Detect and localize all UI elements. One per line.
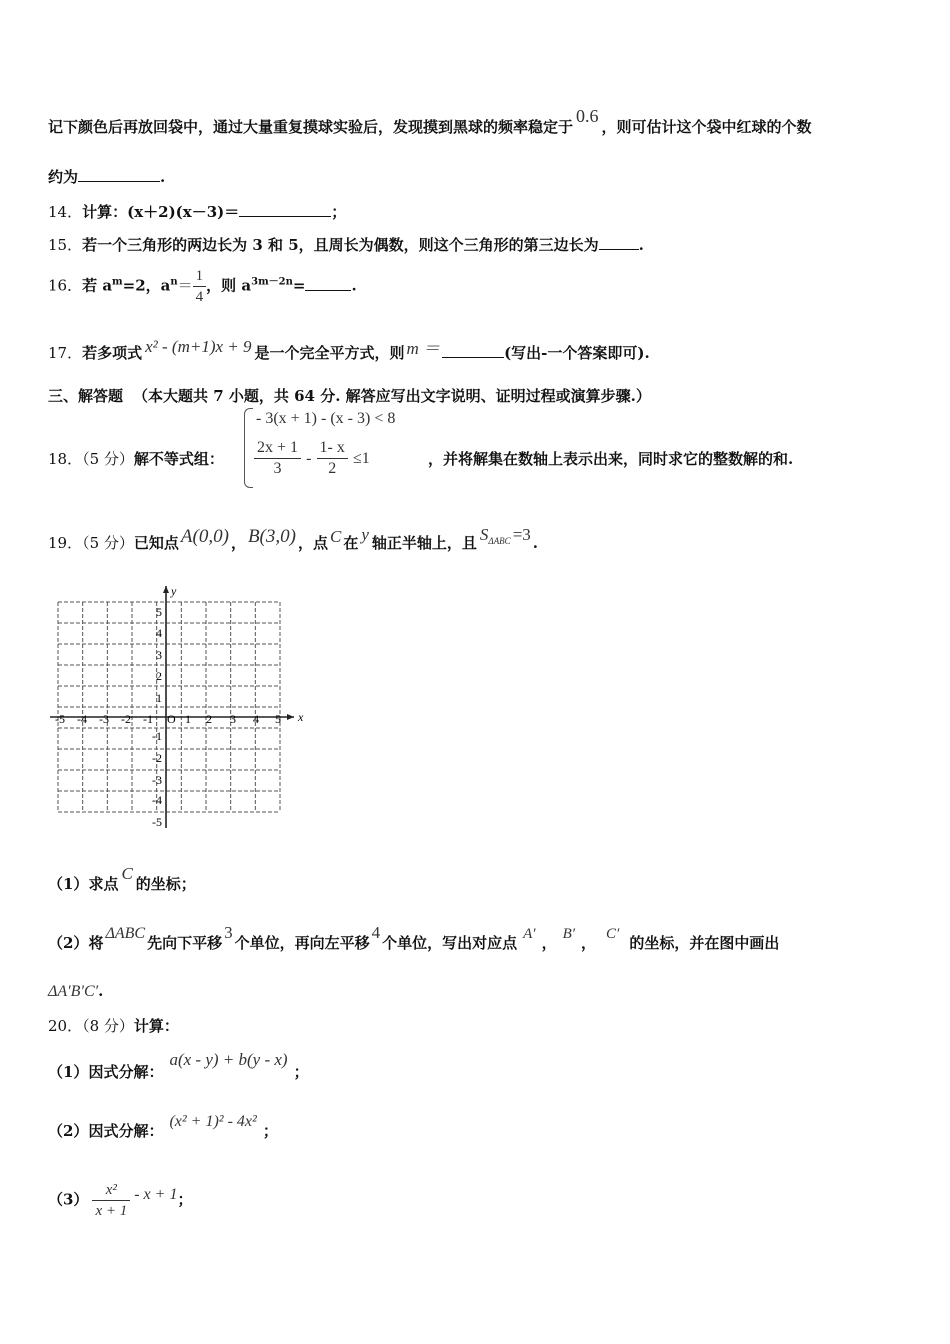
x-axis-arrow [287,714,294,720]
q18-brace [244,408,253,488]
q19-text-a: 已知点 [133,534,179,552]
q20-part-3-rest: - x + 1 [134,1185,178,1203]
q19-part-2-text-d: 个单位，写出对应点 [382,934,518,952]
q16-tail: = [292,276,306,295]
q16 [48,266,357,307]
q19-point-B: B(3,0) [247,526,296,547]
q18-fraction-1-denominator: 3 [273,460,282,477]
q19-text-c: 在 [343,534,359,552]
q19-number: 19． [48,534,83,552]
q20-part-3-fraction [92,1180,130,1221]
q17 [48,338,650,363]
q18-inequality-system [244,408,414,490]
q19-area-subscript: ΔABC [488,536,511,546]
q19-point-B-prime: B′ [562,926,576,942]
q18-fraction-2-numerator: 1- x [317,438,348,459]
q17-polynomial: x² - (m+1)x + 9 [145,337,252,356]
q17-text-c: (写出-一个答案即可). [504,344,650,362]
q20 [48,1015,179,1036]
q19-part-1-text: 求点 [88,875,119,893]
q14 [48,201,346,222]
q19-part-1-text-b: 的坐标； [135,875,196,893]
x-tick-label: -1 [143,712,153,726]
q19-part-1-point-C: C [121,864,133,883]
q20-text: 计算： [133,1017,179,1035]
q19-part-2-text-a: 将 [88,934,104,952]
y-axis-label: y [171,584,177,598]
x-tick-label: 1 [185,712,191,726]
q13-text-a: 记下颜色后再放回袋中，通过大量重复摸球实验后，发现摸到黑球的频率稳定于 [48,118,574,136]
q18-inequality-1: - 3(x + 1) - (x - 3) < 8 [256,410,396,427]
q19-triangle-ABC: ΔABC [105,925,146,942]
q20-part-1-number: （1） [48,1063,89,1081]
q14-label: 计算： [82,203,128,221]
q20-number: 20． [48,1017,83,1035]
q18-le-one: ≤1 [352,450,370,467]
q18-tail [428,448,793,469]
q18-number: 18． [48,450,83,468]
y-tick-label: -2 [152,751,162,765]
x-tick-label: -2 [121,712,131,726]
x-tick-label: 3 [230,712,236,726]
q20-part-1-end: ； [293,1063,309,1081]
q20-part-2-number: （2） [48,1122,89,1140]
q19-part-2-text-b: 先向下平移 [147,934,223,952]
y-tick-label: -1 [152,729,162,743]
y-tick-label: 5 [156,605,162,619]
q19-separator: ， [230,534,246,552]
x-tick-label: 2 [206,712,212,726]
q16-answer-blank[interactable] [305,276,351,291]
y-tick-label: 2 [156,669,162,683]
x-tick-label: -4 [77,712,87,726]
q19-part-1-number: （1） [48,875,89,893]
q19-part-1 [48,864,196,894]
q18-inequality-2 [254,438,370,479]
q19-text-b: ，点 [297,534,328,552]
y-tick-label: -3 [152,773,162,787]
q19-point-C-prime: C′ [606,926,620,942]
q15-end: . [638,236,644,254]
q13-text-b: ，则可估计这个袋中红球的个数 [601,118,812,136]
q19-shift-left: 4 [371,923,381,942]
q18-tail-text: ，并将解集在数轴上表示出来，同时求它的整数解的和. [428,450,794,468]
q15-answer-blank[interactable] [599,235,639,250]
q16-text-a: 若 a [82,276,113,295]
q19-part-2: （2）将ΔABC先向下平移3个单位，再向左平移4个单位，写出对应点 A′ ， B′ ， C′ 的坐标，并在图中画出 [48,923,780,952]
x-tick-label: -3 [99,712,109,726]
y-tick-label: -4 [152,793,162,807]
q13-value: 0.6 [576,106,599,126]
q18 [48,448,224,469]
q16-fraction-numerator: 1 [193,266,207,287]
q16-text-then: ，则 a [206,276,252,295]
q14-answer-blank[interactable] [239,202,331,217]
q16-equals: ＝ [177,278,193,295]
q20-part-3 [48,1180,192,1221]
q13-answer-blank[interactable] [78,167,160,182]
q20-part-1-expression: a(x - y) + b(y - x) [169,1050,288,1069]
q18-fraction-1-numerator: 2x + 1 [254,438,301,459]
q16-fraction [193,266,207,307]
x-tick-label: 4 [253,712,259,726]
q19-triangle-prime: ΔA′B′C′ [48,983,99,1000]
q18-fraction-2-denominator: 2 [328,460,337,477]
section-3-heading [48,385,651,406]
q19-area-value: =3 [512,525,531,544]
q13-line2-text: 约为 [48,168,79,186]
y-tick-label: 1 [156,691,162,705]
y-tick-label: -5 [152,815,162,829]
q17-text-a: 若多项式 [82,344,143,362]
q18-fraction-2 [317,438,348,479]
q13-line1 [48,106,812,137]
q16-exp-m: m [112,276,123,288]
y-axis-arrow [163,586,169,593]
q20-part-3-denominator: x + 1 [95,1203,128,1219]
grid-lines [58,602,280,812]
q19-point-C: C [329,527,342,546]
q20-part-2 [48,1113,278,1141]
q19-part-2-text-c: 个单位，再向左平移 [234,934,370,952]
q20-part-2-text: 因式分解： [88,1122,164,1140]
x-tick-label: 5 [275,712,281,726]
section-3-title: 三、解答题 [48,387,124,405]
q17-variable: m ＝ [406,339,441,358]
q19-point-A-prime: A′ [523,926,536,942]
q14-number: 14． [48,203,83,221]
q16-end: . [351,276,357,295]
q20-part-1 [48,1050,309,1082]
q18-minus: - [306,450,312,467]
q14-expression: (x＋2)(x－3)＝ [127,203,240,221]
q14-end: ； [331,203,347,221]
y-tick-label: 3 [156,648,162,662]
q20-part-3-numerator: x² [92,1180,130,1201]
origin-label: O [167,712,176,726]
q16-text-eq2: =2，a [122,276,171,295]
q20-score: （8 分） [82,1017,134,1035]
q19-part-2-number: （2） [48,934,89,952]
q19-text-d: 轴正半轴上，且 [371,534,477,552]
q18-score: （5 分） [82,450,134,468]
q19-shift-down: 3 [224,923,233,942]
q15-number: 15． [48,236,83,254]
q19-y-axis: y [361,525,369,544]
q20-part-2-end: ； [262,1122,278,1140]
x-axis-label: x [298,710,304,724]
q19 [48,525,539,554]
q18-fraction-1 [254,438,301,479]
q19-area-S: S [479,525,489,544]
coordinate-grid [48,580,310,830]
q13-end: . [160,168,166,186]
q16-exp-expr: 3m－2n [251,276,293,288]
q19-end: . [532,534,539,552]
q16-exp-n: n [170,276,178,288]
q13-line2 [48,166,165,187]
q20-part-3-number: （3） [48,1190,89,1209]
q19-point-A: A(0,0) [180,526,229,547]
q19-part-2-line2 [48,982,103,1001]
q15 [48,234,644,255]
y-tick-label: 4 [156,626,162,640]
q16-number: 16． [48,276,83,295]
q16-fraction-denominator: 4 [195,289,204,305]
q19-part-2-text-e: 的坐标，并在图中画出 [629,934,780,952]
q19-part-2-end: . [98,982,104,1000]
q17-text-b: 是一个完全平方式，则 [254,344,405,362]
q20-part-1-text: 因式分解： [88,1063,164,1081]
q17-answer-blank[interactable] [442,343,504,358]
x-tick-label: -5 [55,712,65,726]
q19-score: （5 分） [82,534,134,552]
q20-part-3-end: ； [177,1190,193,1209]
q15-text: 若一个三角形的两边长为 3 和 5，且周长为偶数，则这个三角形的第三边长为 [82,236,599,254]
q20-part-2-expression: (x² + 1)² - 4x² [169,1113,257,1130]
section-3-note: （本大题共 7 小题，共 64 分. 解答应写出文字说明、证明过程或演算步骤.） [133,387,651,405]
q17-number: 17． [48,344,83,362]
q18-text: 解不等式组： [133,450,224,468]
